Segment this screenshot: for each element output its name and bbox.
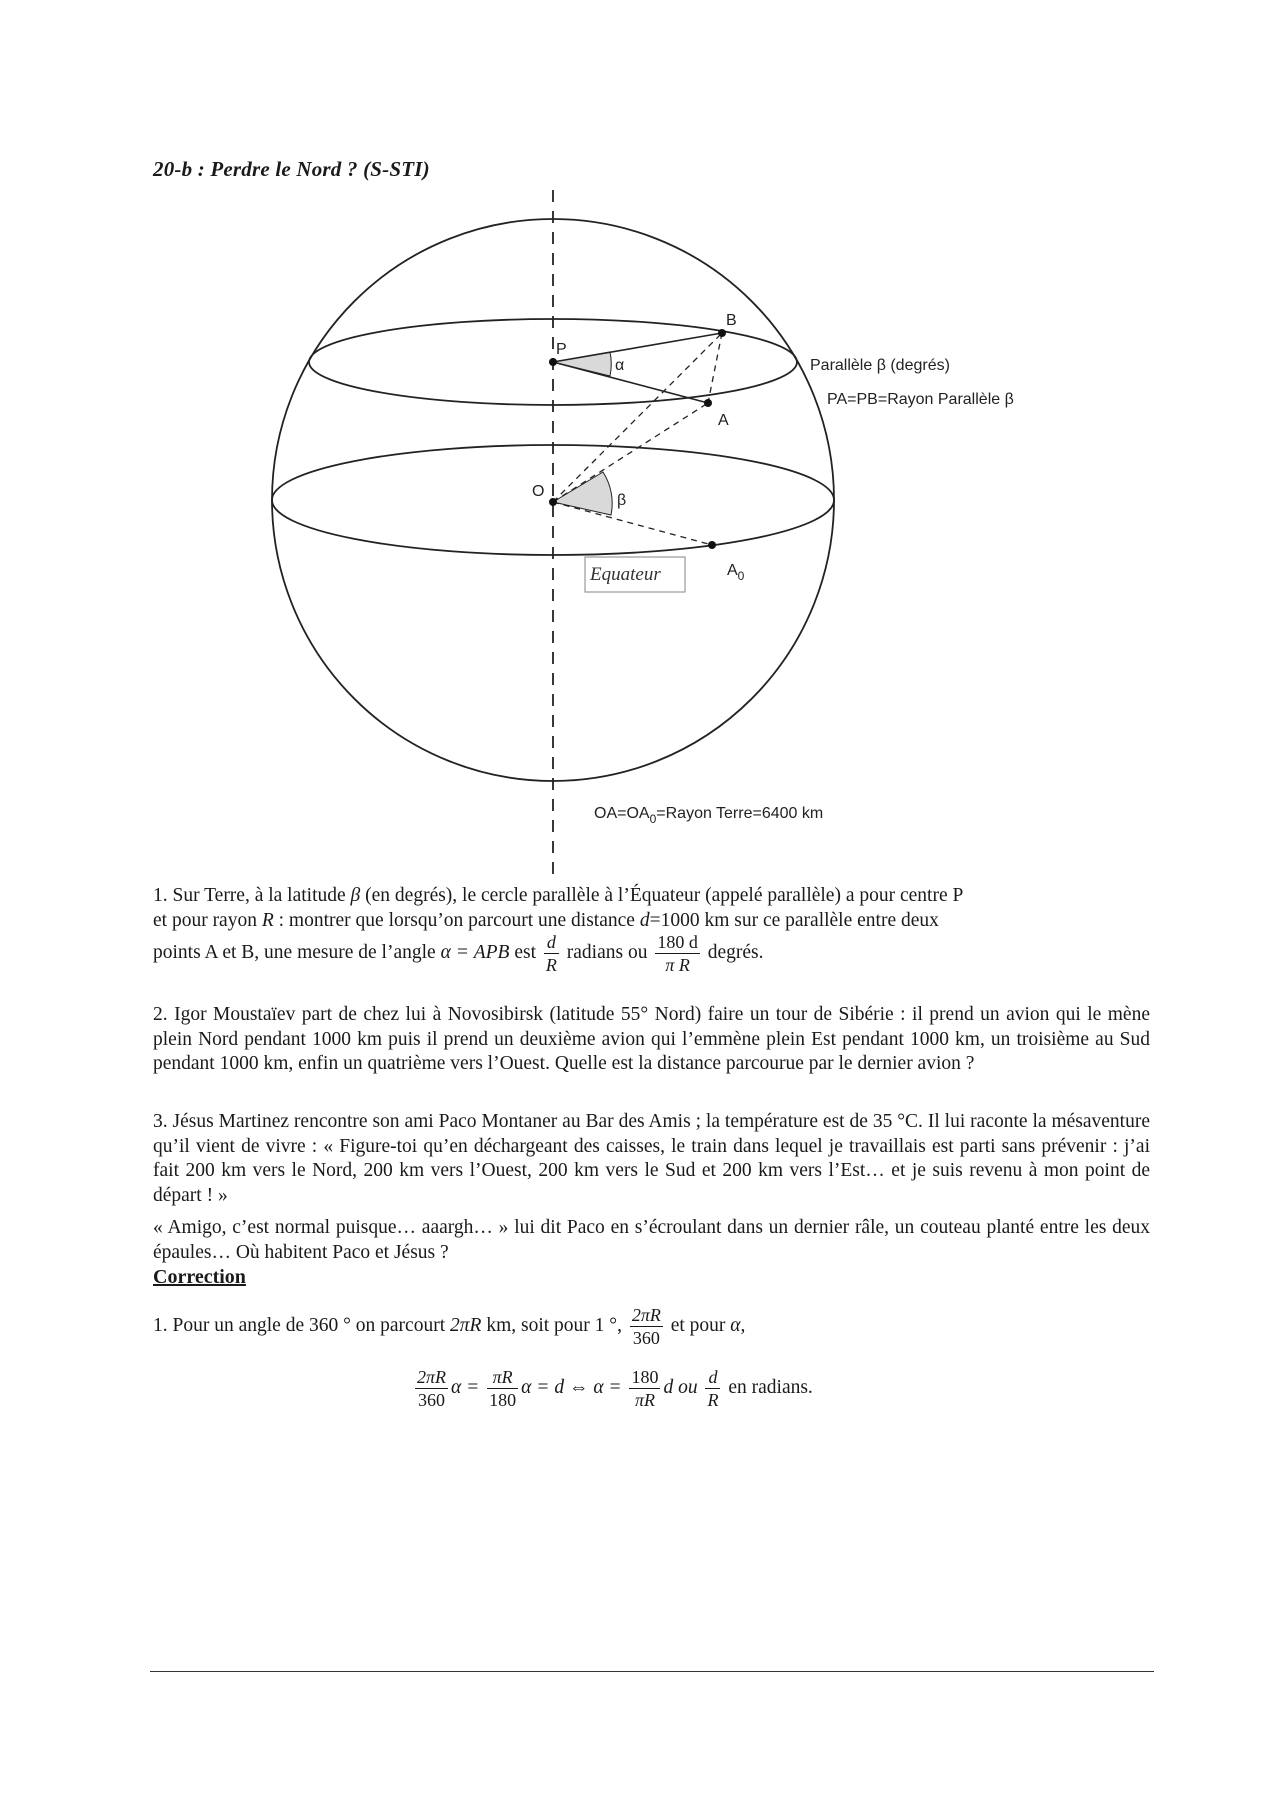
label-beta: β bbox=[617, 492, 627, 509]
segment-oa bbox=[553, 403, 708, 502]
q1-line1: 1. Sur Terre, à la latitude β (en degrés), le cercle parallèle à l’Équateur (appelé parallèle) a pour centre P bbox=[153, 885, 964, 906]
eq-fraction-2: $\frac{\pi R}{180}$ bbox=[489, 1367, 517, 1410]
question-3: 3. Jésus Martinez rencontre son ami Paco Montaner au Bar des Amis ; la température est de 35 °C. Il lui raconte la mésaventure qu’il vient de vivre : « Figure-toi qu’en déchargeant des caisses, le train dans lequel je travaillais est parti sans prévenir : j’ai fait 200 km vers le Nord, 200 km vers l’Ouest, 200 km vers le Sud et 200 km vers l’Est… et je suis revenu à mon point de départ ! » bbox=[153, 1111, 1150, 1206]
q1-line2: et pour rayon R : montrer que lorsqu’on parcourt une distance d=1000 km sur ce parallèle entre deux bbox=[153, 909, 939, 931]
eq-fraction-4: $\frac{d}{R}$ bbox=[707, 1367, 719, 1410]
label-b: B bbox=[726, 312, 737, 329]
question-1 bbox=[153, 884, 1150, 976]
segment-oa0 bbox=[553, 502, 712, 545]
q1-line3: points A et B, une mesure de l’angle α = APB est $\frac{d}{R}$ radians ou $\frac{180 d}{\text{π R}}$ degrés. bbox=[153, 932, 764, 975]
segment-pa bbox=[553, 362, 708, 403]
eq-fraction-3: $\frac{180}{\pi R}$ bbox=[631, 1367, 659, 1410]
point-a-dot bbox=[704, 399, 712, 407]
fraction-2pir-over-360: $\frac{2\pi R}{360}$ bbox=[631, 1305, 661, 1348]
label-a0: $A_0$ bbox=[727, 562, 745, 583]
fraction-d-over-r: $\frac{d}{R}$ bbox=[545, 932, 557, 975]
correction-equation: $\frac{2\pi R}{360}$ α = $\frac{\pi R}{180}$ α = d ⇔ α = $\frac{180}{\pi R}$ d ou $\frac{d}{R}$ en radians. bbox=[417, 1367, 813, 1410]
label-alpha: α bbox=[615, 357, 625, 374]
footer-rule bbox=[150, 1671, 1154, 1672]
eq-fraction-1: $\frac{2\pi R}{360}$ bbox=[417, 1367, 447, 1410]
correction-heading: Correction bbox=[153, 1266, 246, 1288]
correction-line-1: 1. Pour un angle de 360 ° on parcourt 2πR km, soit pour 1 °, $\frac{2\pi R}{360}$ et pour α, bbox=[153, 1305, 746, 1348]
question-2: 2. Igor Moustaïev part de chez lui à Novosibirsk (latitude 55° Nord) faire un tour de Sibérie : il prend un avion qui le mène plein Nord pendant 1000 km puis il prend un deuxième avion qui l’emmène plein Est pendant 1000 km, un troisième au Sud pendant 1000 km, enfin un quatrième vers l’Ouest. Quelle est la distance parcourue par le dernier avion ? bbox=[153, 1004, 1150, 1074]
label-equateur: Equateur bbox=[590, 564, 661, 585]
label-parallele: Parallèle β (degrés) bbox=[810, 357, 950, 374]
exercise-title: 20-b : Perdre le Nord ? (S-STI) bbox=[153, 157, 430, 181]
label-rayon-terre: $OA=OA_0=Rayon$ Terre=6400 km bbox=[594, 805, 824, 826]
label-p: P bbox=[556, 341, 567, 358]
point-o-dot bbox=[549, 498, 557, 506]
point-p-dot bbox=[549, 358, 557, 366]
label-rayon-parallele: PA=PB=Rayon Parallèle β bbox=[827, 391, 1014, 408]
label-o: O bbox=[532, 483, 545, 500]
fraction-180d-over-pir: $\frac{180 d}{\text{π R}}$ bbox=[657, 932, 698, 975]
label-a: A bbox=[718, 412, 729, 429]
point-a0-dot bbox=[708, 541, 716, 549]
point-b-dot bbox=[718, 329, 726, 337]
sphere-figure bbox=[0, 0, 1280, 900]
question-3-continued: « Amigo, c’est normal puisque… aaargh… » lui dit Paco en s’écroulant dans un dernier râle, un couteau planté entre les deux épaules… Où habitent Paco et Jésus ? bbox=[153, 1217, 1150, 1263]
